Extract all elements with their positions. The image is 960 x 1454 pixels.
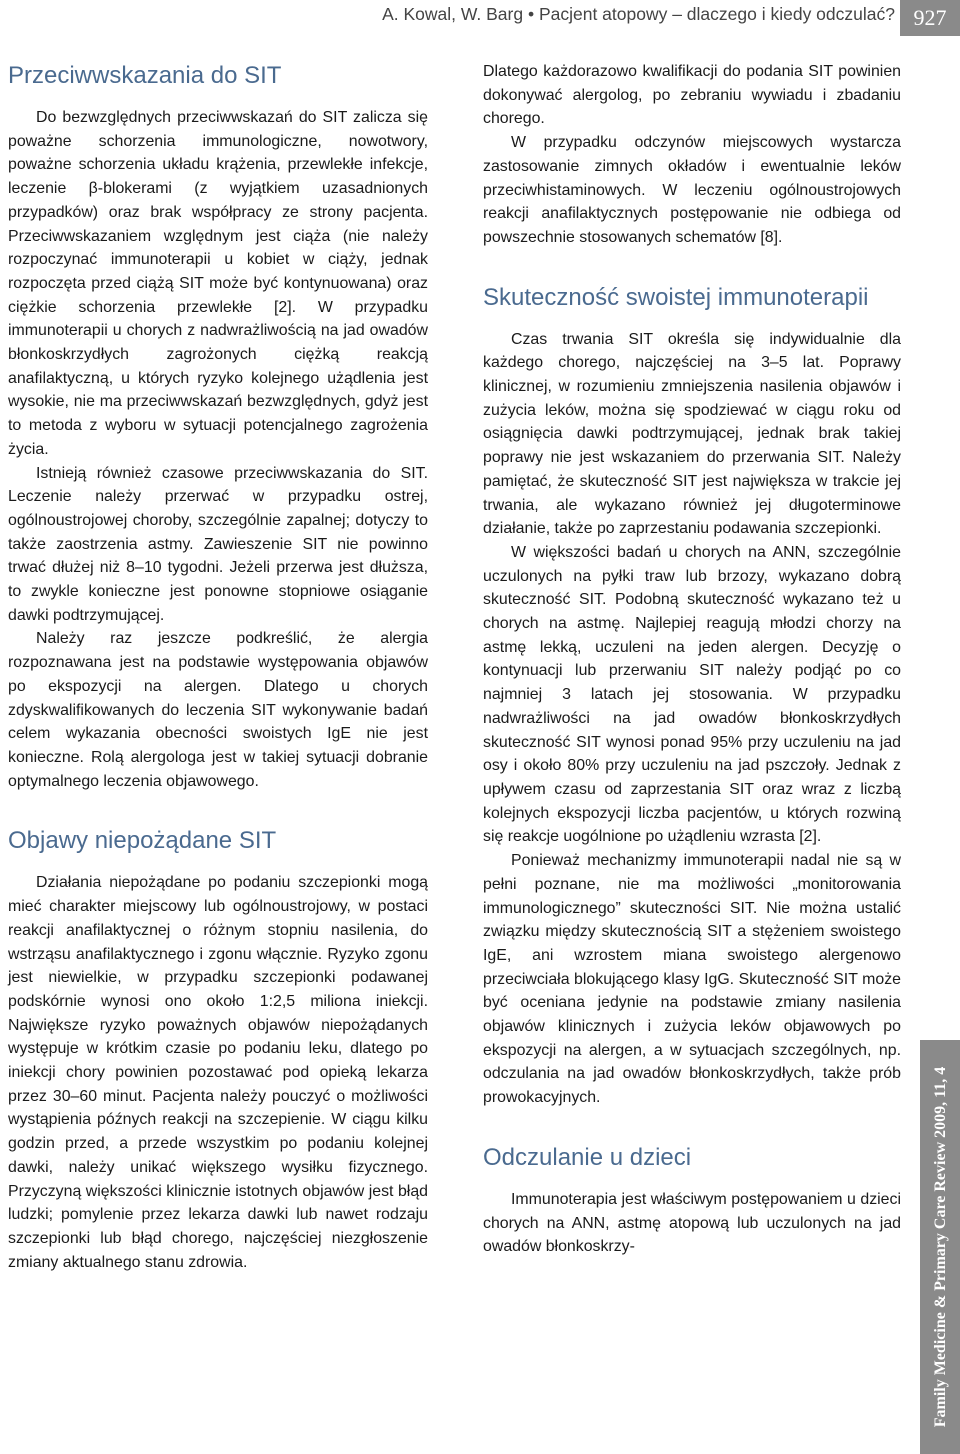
paragraph: Immunoterapia jest właściwym postępowaniem u dzieci chorych na ANN, astmę atopową lub uczulonych na jad owadów błonkoskrzy- bbox=[483, 1190, 901, 1256]
right-column bbox=[483, 60, 901, 1259]
journal-sidebar bbox=[920, 1040, 960, 1454]
paragraph: Do bezwzględnych przeciwwskazań do SIT zalicza się poważne schorzenia immunologiczne, nowotwory, poważne schorzenia układu krążenia, przewlekłe infekcje, leczenie β-blokerami (z wyjątkiem uzasadnionych przypadków) oraz brak współpracy ze strony pacjenta. Przeciwwskazaniem względnym jest ciąża (nie należy rozpoczynać immunoterapii u kobiet w ciąży, jednak rozpoczęta przed ciążą SIT może być kontynuowana) oraz ciężkie schorzenia przewlekłe [2]. W przypadku immunoterapii u chorych z nadwrażliwością na jad owadów błonkoskrzydłych zagrożonych ciężką reakcją anafilaktyczną, u których ryzyko kolejnego użądlenia jest wysokie, nie ma przeciwwskazań bezwzględnych, gdyż jest to metoda z wyboru w sytuacji potencjalnego zagrożenia życia. bbox=[8, 109, 428, 458]
paragraph: Ponieważ mechanizmy immunoterapii nadal nie są w pełni poznane, nie ma możliwości „monitorowania immunologicznego” skuteczności SIT. Nie można ustalić związku między skutecznością SIT a stężeniem swoistego IgE, ani wzrostem miana swoistego alergenowo przeciwciała blokującego klasy IgG. Skuteczność SIT może być oceniana jedynie na podstawie zmiany nasilenia objawów klinicznych i zużycia leków objawowych po ekspozycji na alergen, a w sytuacjach szczególnych, np. odczulania na jad owadów błonkoskrzydłych, także prób prowokacyjnych. bbox=[483, 852, 901, 1107]
section-title-children: Odczulanie u dzieci bbox=[483, 1143, 692, 1171]
paragraph: Istnieją również czasowe przeciwwskazania do SIT. Leczenie należy przerwać w przypadku ostrej, ogólnoustrojowej choroby, szczególnie zapalnej; dotyczy to także zaostrzenia astmy. Zawieszenie SIT nie powinno trwać dłużej niż 8–10 tygodni. Jeżeli przerwa jest dłuższa, to zwykle konieczne jest ponowne stopniowe osiąganie dawki podtrzymującej. bbox=[8, 464, 428, 624]
page-number: 927 bbox=[900, 0, 960, 36]
running-header: A. Kowal, W. Barg • Pacjent atopowy – dlaczego i kiedy odczulać? bbox=[382, 4, 895, 24]
paragraph: Należy raz jeszcze podkreślić, że alergia rozpoznawana jest na podstawie występowania objawów po ekspozycji na alergen. Dlatego u chorych zdyskwalifikowanych do leczenia SIT wykonywanie badań celem wykazania obecności swoistych IgE nie jest konieczne. Rolą alergologa jest w takiej sytuacji dobranie optymalnego leczenia objawowego. bbox=[8, 630, 428, 790]
section-title-contraindications: Przeciwwskazania do SIT bbox=[8, 62, 282, 89]
left-column bbox=[8, 60, 428, 1274]
paragraph: W przypadku odczynów miejscowych wystarcza zastosowanie zimnych okładów i ewentualnie leków przeciwhistaminowych. W leczeniu ogólnoustrojowych reakcji anafilaktycznych postępowanie nie odbiega od powszechnie stosowanych schematów [8]. bbox=[483, 134, 901, 246]
journal-sidebar-text: Family Medicine & Primary Care Review 2009, 11, 4 bbox=[932, 1066, 949, 1428]
paragraph: W większości badań u chorych na ANN, szczególnie uczulonych na pyłki traw lub brzozy, wykazano dobrą skuteczność SIT. Podobną skuteczność wykazano też u chorych na astmę. Najlepiej reagują młodzi chorzy na astmę lekką, uczuleni na jeden alergen. Decyzję o kontynuacji lub przerwaniu SIT należy podjąć po co najmniej 3 latach jej stosowania. W przypadku nadwrażliwości na jad owadów błonkoskrzydłych skuteczność SIT wynosi ponad 95% przy uczuleniu na jad osy i około 80% przy uczuleniu na jad pszczoły. Jednak z upływem czasu od zaprzestania SIT oraz wraz z liczbą kolejnych ekspozycji liczba pacjentów, u których rozwiną się reakcje uogólnione po użądleniu wzrasta [2]. bbox=[483, 543, 901, 846]
paragraph: Czas trwania SIT określa się indywidualnie dla każdego chorego, najczęściej na 3–5 lat. Poprawy klinicznej, w rozumieniu zmniejszenia nasilenia objawów i zużycia leków, można się spodziewać w ciągu roku od osiągnięcia dawki podtrzymującej, jednak brak takiej poprawy nie jest wskazaniem do przerwania SIT. Należy pamiętać, że skuteczność SIT jest największa w trakcie jej trwania, ale wykazano również jej długoterminowe działanie, także po zaprzestaniu podawania szczepionki. bbox=[483, 330, 901, 538]
section-title-adverse-effects: Objawy niepożądane SIT bbox=[8, 827, 277, 855]
paragraph: Dlatego każdorazowo kwalifikacji do podania SIT powinien dokonywać alergolog, po zebraniu wywiadu i zbadaniu chorego. bbox=[483, 63, 901, 128]
paragraph: Działania niepożądane po podaniu szczepionki mogą mieć charakter miejscowy lub ogólnoustrojowy, w postaci reakcji anafilaktycznej o różnym stopniu nasilenia, do wstrząsu anafilaktycznego i zgonu włącznie. Ryzyko zgonu jest niewielkie, w przypadku szczepionki podawanej podskórnie wynosi ono około 1:2,5 miliona iniekcji. Największe ryzyko poważnych objawów niepożądanych występuje w krótkim czasie po podaniu leku, dlatego po iniekcji chory powinien pozostawać pod opieką lekarza przez 30–60 minut. Pacjenta należy pouczyć o możliwości wystąpienia późnych reakcji na szczepienie. W ciągu kilku godzin przed, a przede wszystkim po podaniu kolejnej dawki, należy unikać większego wysiłku fizycznego. Przyczyną większości klinicznie istotnych objawów jest błąd ludzki; pomylenie przez lekarza dawki lub nawet rodzaju szczepionki lub błąd chorego, najczęściej niezgłoszenie zmiany aktualnego stanu zdrowia. bbox=[8, 874, 428, 1271]
section-title-efficacy: Skuteczność swoistej immunoterapii bbox=[483, 283, 869, 311]
